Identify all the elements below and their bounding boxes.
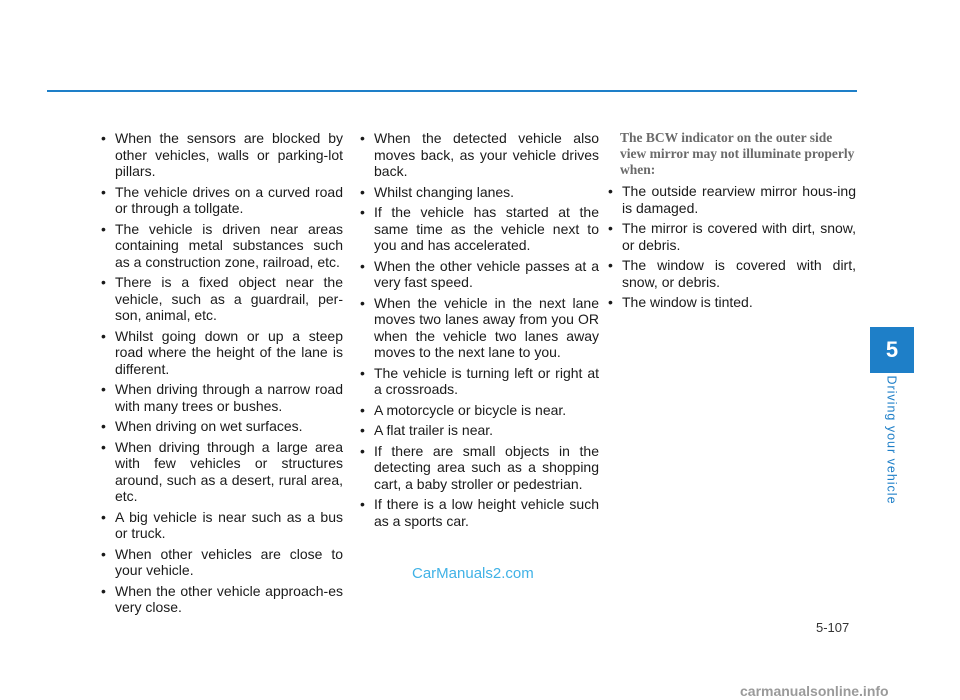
page-number: 5-107 xyxy=(816,620,850,635)
chapter-label xyxy=(870,375,914,505)
list-item: • There is a fixed object near the vehicle, such as a guardrail, per-son, animal, etc. xyxy=(99,274,343,324)
chapter-tab xyxy=(870,327,914,373)
list-item: • When the detected vehicle also moves back, as your vehicle drives back. xyxy=(358,130,599,180)
list-item: • When driving through a narrow road with many trees or bushes. xyxy=(99,381,343,414)
list-item: • A flat trailer is near. xyxy=(358,422,599,439)
list-item: • When the sensors are blocked by other vehicles, walls or parking-lot pillars. xyxy=(99,130,343,180)
list-item: • Whilst changing lanes. xyxy=(358,184,599,201)
list-item: • When driving through a large area with few vehicles or structures around, such as a desert, rural area, etc. xyxy=(99,439,343,505)
list-item: • If there are small objects in the detecting area such as a shopping cart, a baby stroller or pedestrian. xyxy=(358,443,599,493)
bullet-list-middle xyxy=(358,130,599,533)
section-heading: The BCW indicator on the outer side view mirror may not illuminate properly when: xyxy=(620,130,855,177)
list-item: • The vehicle is driven near areas containing metal substances such as a construction zone, railroad, etc. xyxy=(99,221,343,271)
list-item: • A motorcycle or bicycle is near. xyxy=(358,402,599,419)
list-item: • The vehicle is turning left or right at a crossroads. xyxy=(358,365,599,398)
list-item: • A big vehicle is near such as a bus or truck. xyxy=(99,509,343,542)
list-item: • When the vehicle in the next lane moves two lanes away from you OR when the vehicle two lanes away moves to the next lane to you. xyxy=(358,295,599,361)
list-item: • When the other vehicle passes at a very fast speed. xyxy=(358,258,599,291)
list-item: • When other vehicles are close to your vehicle. xyxy=(99,546,343,579)
list-item: • When the other vehicle approach-es very close. xyxy=(99,583,343,616)
bullet-list-left xyxy=(99,130,343,620)
list-item: • The outside rearview mirror hous-ing is damaged. xyxy=(606,183,856,216)
list-item: • The window is covered with dirt, snow, or debris. xyxy=(606,257,856,290)
list-item: • If the vehicle has started at the same time as the vehicle next to you and has accelerated. xyxy=(358,204,599,254)
chapter-title: Driving your vehicle xyxy=(885,375,900,505)
list-item: • The vehicle drives on a curved road or through a tollgate. xyxy=(99,184,343,217)
chapter-number: 5 xyxy=(885,337,899,362)
watermark-middle: CarManuals2.com xyxy=(412,565,534,582)
list-item: • When driving on wet surfaces. xyxy=(99,418,343,435)
bcw-section xyxy=(606,130,856,315)
watermark-bottom: carmanualsonline.info xyxy=(740,683,889,699)
list-item: • The window is tinted. xyxy=(606,294,856,311)
header-rule xyxy=(47,90,857,92)
bullet-list-right xyxy=(606,183,856,311)
list-item: • If there is a low height vehicle such as a sports car. xyxy=(358,496,599,529)
list-item: • Whilst going down or up a steep road where the height of the lane is different. xyxy=(99,328,343,378)
list-item: • The mirror is covered with dirt, snow, or debris. xyxy=(606,220,856,253)
